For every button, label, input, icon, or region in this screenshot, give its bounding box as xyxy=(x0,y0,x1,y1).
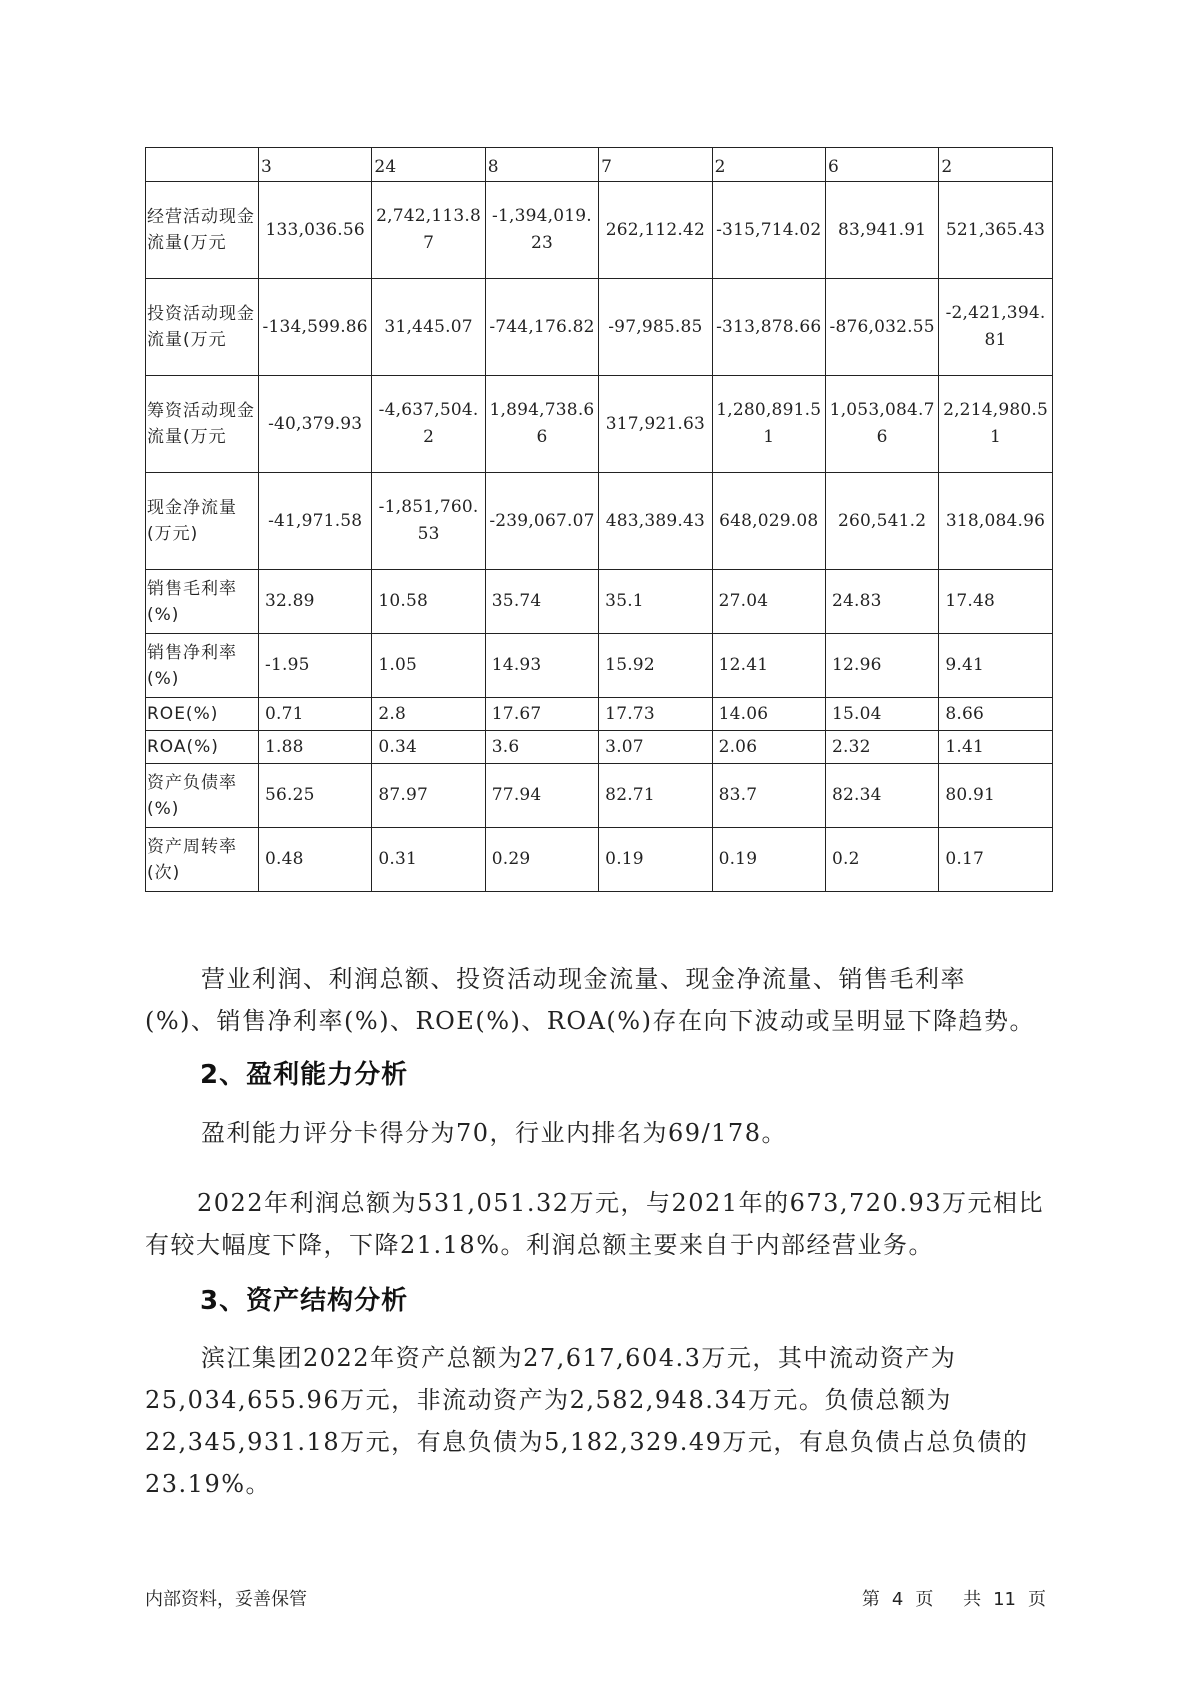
table-row xyxy=(146,473,1053,570)
table-cell: 77.94 xyxy=(485,764,598,828)
row-label: ROE(%) xyxy=(146,698,259,731)
page-label: 页 xyxy=(915,1589,934,1610)
table-cell: 7 xyxy=(599,148,712,182)
row-label: 销售毛利率(%) xyxy=(146,570,259,634)
table-cell: -744,176.82 xyxy=(485,279,598,376)
table-cell: 1,053,084.76 xyxy=(825,376,938,473)
paragraph-line: 2022年利润总额为531,051.32万元，与2021年的673,720.93万元相比 xyxy=(197,1189,1044,1217)
paragraph-line: 营业利润、利润总额、投资活动现金流量、现金净流量、销售毛利率 xyxy=(201,965,966,993)
table-cell: 0.34 xyxy=(372,731,485,764)
table-cell: -1,851,760.53 xyxy=(372,473,485,570)
table-cell: -1,394,019.23 xyxy=(485,182,598,279)
paragraph-line: 23.19%。 xyxy=(145,1470,272,1498)
table-cell: 483,389.43 xyxy=(599,473,712,570)
total-prefix: 共 xyxy=(963,1589,982,1610)
table-cell: 56.25 xyxy=(259,764,372,828)
table-cell: 0.71 xyxy=(259,698,372,731)
paragraph-line: 25,034,655.96万元，非流动资产为2,582,948.34万元。负债总额为 xyxy=(145,1386,952,1414)
row-label: 筹资活动现金流量(万元 xyxy=(146,376,259,473)
table-cell: -134,599.86 xyxy=(259,279,372,376)
table-cell: 3.6 xyxy=(485,731,598,764)
table-row xyxy=(146,698,1053,731)
row-label: 销售净利率(%) xyxy=(146,634,259,698)
table-cell: -97,985.85 xyxy=(599,279,712,376)
table-cell: 82.71 xyxy=(599,764,712,828)
paragraph-line: (%)、销售净利率(%)、ROE(%)、ROA(%)存在向下波动或呈明显下降趋势。 xyxy=(145,1007,1035,1035)
table-cell: 24 xyxy=(372,148,485,182)
table-row xyxy=(146,570,1053,634)
table-cell: 521,365.43 xyxy=(939,182,1052,279)
table-cell: 260,541.2 xyxy=(825,473,938,570)
table-cell: 80.91 xyxy=(939,764,1052,828)
table-cell: -4,637,504.2 xyxy=(372,376,485,473)
table-cell: 24.83 xyxy=(825,570,938,634)
table-cell: 648,029.08 xyxy=(712,473,825,570)
table-cell: 35.74 xyxy=(485,570,598,634)
table-cell: 6 xyxy=(825,148,938,182)
table-cell: 27.04 xyxy=(712,570,825,634)
table-row xyxy=(146,148,1053,182)
row-label: 投资活动现金流量(万元 xyxy=(146,279,259,376)
table-cell: 2,742,113.87 xyxy=(372,182,485,279)
table-cell: -2,421,394.81 xyxy=(939,279,1052,376)
table-cell: -313,878.66 xyxy=(712,279,825,376)
table-cell: 317,921.63 xyxy=(599,376,712,473)
table-row xyxy=(146,182,1053,279)
table-cell: 10.58 xyxy=(372,570,485,634)
table-cell: 83.7 xyxy=(712,764,825,828)
table-cell: 3.07 xyxy=(599,731,712,764)
table-cell: 15.04 xyxy=(825,698,938,731)
table-cell: 133,036.56 xyxy=(259,182,372,279)
table-cell: 14.06 xyxy=(712,698,825,731)
table-cell: 0.19 xyxy=(712,828,825,892)
table-cell: 0.31 xyxy=(372,828,485,892)
table-cell: 2.32 xyxy=(825,731,938,764)
table-cell: 0.48 xyxy=(259,828,372,892)
paragraph-line: 22,345,931.18万元，有息负债为5,182,329.49万元，有息负债占总负债的 xyxy=(145,1428,1029,1456)
table-cell: 35.1 xyxy=(599,570,712,634)
page-number: 4 xyxy=(891,1589,904,1610)
paragraph-profit xyxy=(145,1182,1052,1266)
table-cell: 1.05 xyxy=(372,634,485,698)
table-cell: -41,971.58 xyxy=(259,473,372,570)
table-cell: 32.89 xyxy=(259,570,372,634)
footer-page-number xyxy=(856,1585,1052,1611)
total-pages: 11 xyxy=(993,1589,1016,1610)
table-row xyxy=(146,731,1053,764)
paragraph-score xyxy=(145,1112,1052,1154)
paragraph-trend xyxy=(145,958,1052,1042)
table-cell: 12.41 xyxy=(712,634,825,698)
row-label: 资产周转率(次) xyxy=(146,828,259,892)
table-cell: -315,714.02 xyxy=(712,182,825,279)
paragraph-assets xyxy=(145,1337,1052,1505)
footer-confidential-note: 内部资料，妥善保管 xyxy=(145,1589,307,1610)
total-label: 页 xyxy=(1028,1589,1046,1610)
table-cell: 0.17 xyxy=(939,828,1052,892)
page-prefix: 第 xyxy=(861,1589,880,1610)
table-cell: 3 xyxy=(259,148,372,182)
table-cell: 0.19 xyxy=(599,828,712,892)
table-cell: 14.93 xyxy=(485,634,598,698)
table-cell: 82.34 xyxy=(825,764,938,828)
section-heading-asset-structure: 3、资产结构分析 xyxy=(200,1286,409,1316)
table-cell: -876,032.55 xyxy=(825,279,938,376)
row-label xyxy=(146,148,259,182)
table-cell: -1.95 xyxy=(259,634,372,698)
table-row xyxy=(146,764,1053,828)
table-cell: 262,112.42 xyxy=(599,182,712,279)
table-cell: 1,280,891.51 xyxy=(712,376,825,473)
table-cell: 318,084.96 xyxy=(939,473,1052,570)
paragraph-line: 滨江集团2022年资产总额为27,617,604.3万元，其中流动资产为 xyxy=(201,1344,957,1372)
table-cell: -40,379.93 xyxy=(259,376,372,473)
table-row xyxy=(146,634,1053,698)
table-row xyxy=(146,828,1053,892)
table-cell: 83,941.91 xyxy=(825,182,938,279)
table-cell: 17.48 xyxy=(939,570,1052,634)
table-cell: 15.92 xyxy=(599,634,712,698)
table-cell: 17.67 xyxy=(485,698,598,731)
table-cell: 2.06 xyxy=(712,731,825,764)
table-cell: 2.8 xyxy=(372,698,485,731)
table-cell: 8.66 xyxy=(939,698,1052,731)
table-cell: 0.2 xyxy=(825,828,938,892)
table-cell: 17.73 xyxy=(599,698,712,731)
table-cell: 1.41 xyxy=(939,731,1052,764)
table-cell: -239,067.07 xyxy=(485,473,598,570)
table-cell: 8 xyxy=(485,148,598,182)
table-cell: 12.96 xyxy=(825,634,938,698)
row-label: 经营活动现金流量(万元 xyxy=(146,182,259,279)
table-cell: 2 xyxy=(939,148,1052,182)
table-cell: 87.97 xyxy=(372,764,485,828)
row-label: 资产负债率(%) xyxy=(146,764,259,828)
table-cell: 31,445.07 xyxy=(372,279,485,376)
paragraph-line: 盈利能力评分卡得分为70，行业内排名为69/178。 xyxy=(201,1119,787,1147)
financial-table xyxy=(145,147,1053,892)
table-cell: 2,214,980.51 xyxy=(939,376,1052,473)
row-label: ROA(%) xyxy=(146,731,259,764)
table-row xyxy=(146,279,1053,376)
table-cell: 2 xyxy=(712,148,825,182)
paragraph-line: 有较大幅度下降，下降21.18%。利润总额主要来自于内部经营业务。 xyxy=(145,1231,935,1259)
table-cell: 1,894,738.66 xyxy=(485,376,598,473)
table-row xyxy=(146,376,1053,473)
row-label: 现金净流量(万元) xyxy=(146,473,259,570)
table-cell: 9.41 xyxy=(939,634,1052,698)
table-cell: 1.88 xyxy=(259,731,372,764)
section-heading-profitability: 2、盈利能力分析 xyxy=(200,1060,409,1090)
table-cell: 0.29 xyxy=(485,828,598,892)
